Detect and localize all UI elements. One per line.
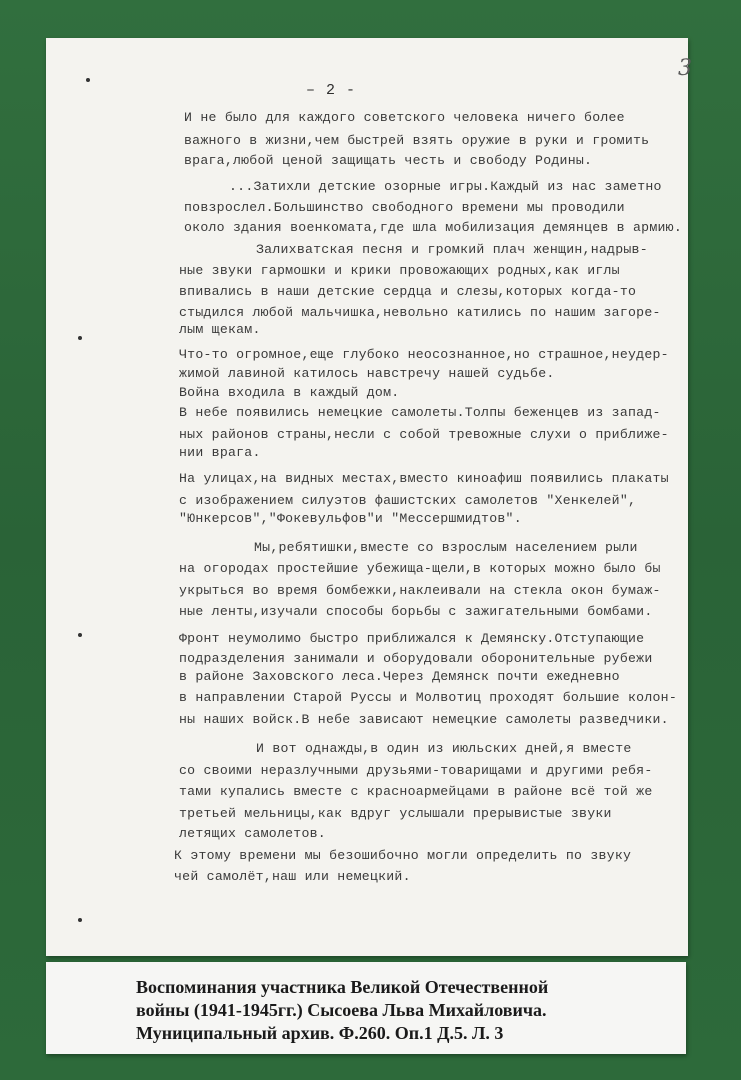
punch-hole <box>78 633 82 637</box>
punch-hole <box>86 78 90 82</box>
text-line: Что-то огромное,еще глубоко неосознанное,но страшное,неудер- <box>179 347 669 362</box>
punch-hole <box>78 336 82 340</box>
text-line: ...Затихли детские озорные игры.Каждый из нас заметно <box>229 179 662 194</box>
text-line: лым щекам. <box>179 322 261 337</box>
text-line: жимой лавиной катилось навстречу нашей судьбе. <box>179 366 555 381</box>
text-line: третьей мельницы,как вдруг услышали прерывистые звуки <box>179 806 612 821</box>
text-line: Залихватская песня и громкий плач женщин,надрыв- <box>256 242 648 257</box>
text-line: чей самолёт,наш или немецкий. <box>174 869 411 884</box>
text-line: в районе Заховского леса.Через Демянск почти ежедневно <box>179 669 620 684</box>
caption-line: Воспоминания участника Великой Отечественной <box>136 977 549 997</box>
text-line: в направлении Старой Руссы и Молвотиц проходят большие колон- <box>179 690 677 705</box>
text-line: К этому времени мы безошибочно могли определить по звуку <box>174 848 632 863</box>
text-line: стыдился любой мальчишка,невольно катились по нашим загоре- <box>179 305 661 320</box>
text-line: ных районов страны,несли с собой тревожные слухи о приближе- <box>179 427 669 442</box>
text-line: впивались в наши детские сердца и слезы,которых когда-то <box>179 284 637 299</box>
text-line: В небе появились немецкие самолеты.Толпы беженцев из запад- <box>179 405 661 420</box>
text-line: Война входила в каждый дом. <box>179 385 400 400</box>
text-line: тами купались вместе с красноармейцами в районе всё той же <box>179 784 653 799</box>
archive-page-mark: 3 <box>678 56 692 81</box>
exhibit-caption <box>46 962 686 1054</box>
text-line: И не было для каждого советского человека ничего более <box>184 110 625 125</box>
caption-line: войны (1941-1945гг.) Сысоева Льва Михайловича. <box>136 1000 547 1020</box>
text-line: Фронт неумолимо быстро приближался к Демянску.Отступающие <box>179 631 645 646</box>
text-line: важного в жизни,чем быстрей взять оружие в руки и громить <box>184 133 650 148</box>
caption-line: Муниципальный архив. Ф.260. Оп.1 Д.5. Л. 3 <box>136 1023 504 1043</box>
text-line: Мы,ребятишки,вместе со взрослым населением рыли <box>254 540 638 555</box>
text-line: на огородах простейшие убежища-щели,в которых можно было бы <box>179 561 661 576</box>
text-line: около здания военкомата,где шла мобилизация демянцев в армию. <box>184 220 682 235</box>
text-line: укрыться во время бомбежки,наклеивали на стекла окон бумаж- <box>179 583 661 598</box>
page-number: – 2 - <box>306 82 357 99</box>
text-line: повзрослел.Большинство свободного времени мы проводили <box>184 200 625 215</box>
text-line: врага,любой ценой защищать честь и свободу Родины. <box>184 153 593 168</box>
punch-hole <box>78 918 82 922</box>
text-line: И вот однажды,в один из июльских дней,я вместе <box>256 741 632 756</box>
text-line: ные ленты,изучали способы борьбы с зажигательными бомбами. <box>179 604 653 619</box>
text-line: с изображением силуэтов фашистских самолетов "Хенкелей", <box>179 493 637 508</box>
text-line: подразделения занимали и оборудовали оборонительные рубежи <box>179 651 653 666</box>
text-line: "Юнкерсов","Фокевульфов"и "Мессершмидтов". <box>179 511 522 526</box>
text-line: На улицах,на видных местах,вместо киноафиш появились плакаты <box>179 471 669 486</box>
text-line: летящих самолетов. <box>179 826 326 841</box>
typewritten-page <box>46 38 692 956</box>
text-line: ные звуки гармошки и крики провожающих родных,как иглы <box>179 263 620 278</box>
text-line: со своими неразлучными друзьями-товарищами и другими ребя- <box>179 763 653 778</box>
text-line: ны наших войск.В небе зависают немецкие самолеты разведчики. <box>179 712 669 727</box>
text-line: нии врага. <box>179 445 261 460</box>
